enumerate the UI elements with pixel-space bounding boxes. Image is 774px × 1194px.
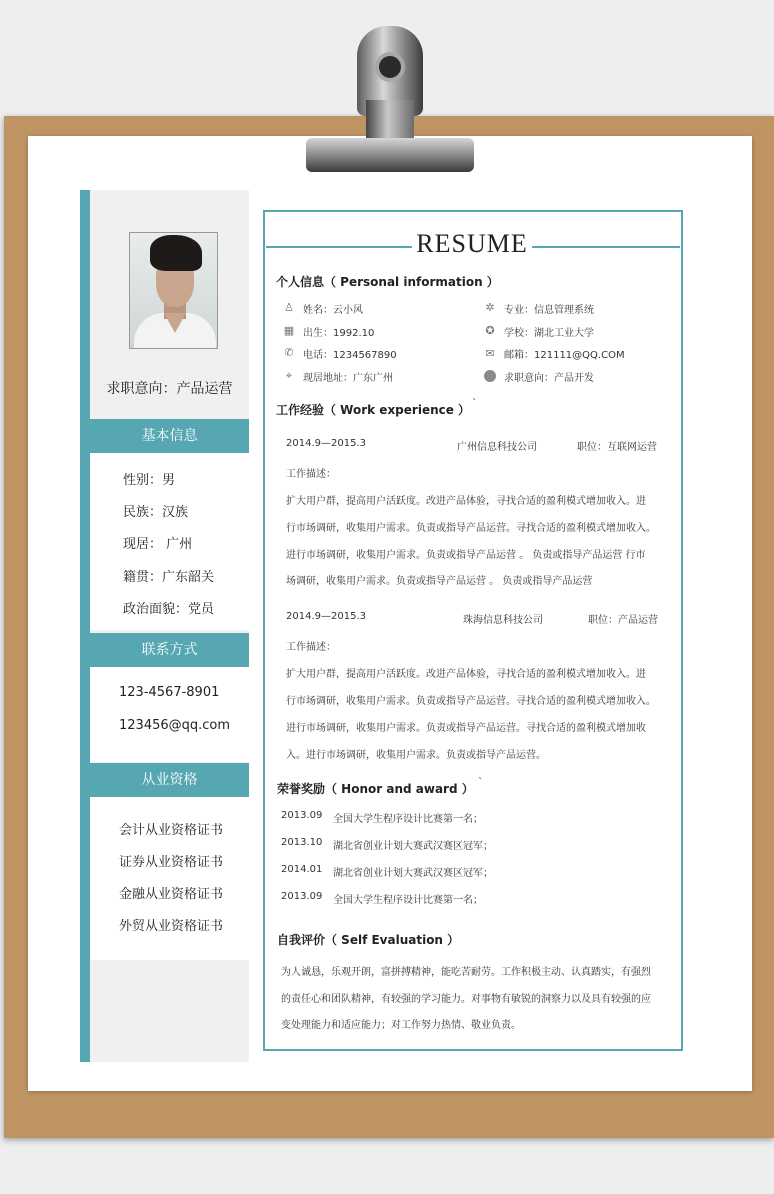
basic-info-item: 政治面貌：党员	[123, 602, 215, 617]
honor-text: 全国大学生程序设计比赛第一名；	[333, 814, 483, 825]
clip-base	[306, 138, 474, 172]
person-icon: ♙	[284, 301, 294, 314]
honor-text: 湖北省创业计划大赛武汉赛区冠军；	[333, 868, 493, 879]
personal-address: 现居地址：广东广州	[303, 373, 393, 384]
job-desc-line: 扩大用户群，提高用户活跃度。改进产品体验，寻找合适的盈利模式增加收入。进	[286, 669, 646, 680]
job-objective: 求职意向：产品运营	[106, 381, 233, 397]
contact-block	[90, 667, 249, 762]
honor-heading: 荣誉奖励（ Honor and award ）	[277, 782, 474, 796]
job-desc-line: 行市场调研，收集用户需求。负责或指导产品运营。寻找合适的盈利模式增加收入。	[286, 523, 656, 534]
self-evaluation-line: 变处理能力和适应能力；对工作努力热情、敬业负责。	[281, 1020, 521, 1031]
job-desc-line: 行市场调研，收集用户需求。负责或指导产品运营。寻找合适的盈利模式增加收入。	[286, 696, 656, 707]
work-experience-heading: 工作经验（ Work experience ）	[276, 403, 471, 417]
job-period: 2014.9—2015.3	[286, 438, 366, 449]
basic-info-item: 籍贯：广东韶关	[123, 570, 215, 585]
personal-school: 学校：湖北工业大学	[504, 328, 594, 339]
mail-icon: ✉	[485, 347, 495, 360]
qualification-item: 金融从业资格证书	[119, 887, 224, 902]
job-company: 广州信息科技公司	[457, 442, 537, 453]
basic-info-heading: 基本信息	[90, 419, 249, 453]
job-desc-label: 工作描述：	[286, 642, 336, 653]
title-rule-left	[266, 246, 412, 248]
sidebar-accent-bar	[80, 190, 90, 1062]
graduation-cap-icon: ✪	[485, 324, 495, 337]
contact-heading: 联系方式	[90, 633, 249, 667]
honor-date: 2013.09	[281, 891, 323, 902]
personal-objective: 求职意向：产品开发	[504, 373, 594, 384]
basic-info-item: 性别：男	[123, 473, 176, 488]
contact-phone: 123-4567-8901	[119, 685, 220, 700]
location-pin-icon: ⌖	[285, 369, 293, 382]
personal-phone: 电话：1234567890	[303, 350, 397, 361]
job-desc-line: 扩大用户群，提高用户活跃度。改进产品体验，寻找合适的盈利模式增加收入。进	[286, 496, 646, 507]
clip-neck	[366, 100, 414, 142]
honor-date: 2014.01	[281, 864, 323, 875]
job-desc-line: 场调研，收集用户需求。负责或指导产品运营 。 负责或指导产品运营	[286, 576, 593, 587]
clip-hole	[375, 52, 405, 82]
phone-icon: ✆	[284, 346, 294, 359]
honor-date: 2013.09	[281, 810, 323, 821]
title-rule-right	[532, 246, 680, 248]
qualification-item: 证券从业资格证书	[119, 855, 224, 870]
target-icon	[484, 370, 496, 382]
job-desc-line: 进行市场调研，收集用户需求。负责或指导产品运营。寻找合适的盈利模式增加收	[286, 723, 646, 734]
basic-info-item: 现居： 广州	[123, 537, 193, 552]
compass-icon: ✲	[485, 301, 495, 314]
job-period: 2014.9—2015.3	[286, 611, 366, 622]
personal-name: 姓名：云小风	[303, 305, 363, 316]
job-desc-line: 进行市场调研，收集用户需求。负责或指导产品运营 。 负责或指导产品运营 行市	[286, 550, 646, 561]
job-position: 职位：互联网运营	[577, 442, 657, 453]
heading-tick-mark: `	[478, 777, 483, 788]
job-company: 珠海信息科技公司	[463, 615, 543, 626]
self-evaluation-line: 为人诚恳，乐观开朗，富拼搏精神，能吃苦耐劳。工作积极主动、认真踏实，有强烈	[281, 967, 651, 978]
personal-major: 专业：信息管理系统	[504, 305, 594, 316]
job-desc-label: 工作描述：	[286, 469, 336, 480]
self-evaluation-line: 的责任心和团队精神，有较强的学习能力。对事物有敏锐的洞察力以及具有较强的应	[281, 994, 651, 1005]
heading-tick-mark: `	[472, 398, 477, 409]
resume-title: RESUME	[416, 229, 528, 258]
basic-info-item: 民族：汉族	[123, 505, 189, 520]
personal-email: 邮箱：121111@QQ.COM	[504, 350, 625, 361]
job-position: 职位：产品运营	[588, 615, 658, 626]
honor-text: 全国大学生程序设计比赛第一名；	[333, 895, 483, 906]
qualification-item: 外贸从业资格证书	[119, 919, 224, 934]
profile-photo	[129, 232, 218, 349]
honor-date: 2013.10	[281, 837, 323, 848]
job-desc-line: 入。进行市场调研，收集用户需求。负责或指导产品运营。	[286, 750, 546, 761]
personal-birth: 出生：1992.10	[303, 328, 375, 339]
qualifications-heading: 从业资格	[90, 763, 249, 797]
contact-email: 123456@qq.com	[119, 718, 231, 733]
qualification-item: 会计从业资格证书	[119, 823, 224, 838]
personal-info-heading: 个人信息（ Personal information ）	[276, 275, 499, 289]
calendar-icon: ▦	[283, 324, 295, 337]
self-evaluation-heading: 自我评价（ Self Evaluation ）	[277, 933, 460, 947]
honor-text: 湖北省创业计划大赛武汉赛区冠军；	[333, 841, 493, 852]
